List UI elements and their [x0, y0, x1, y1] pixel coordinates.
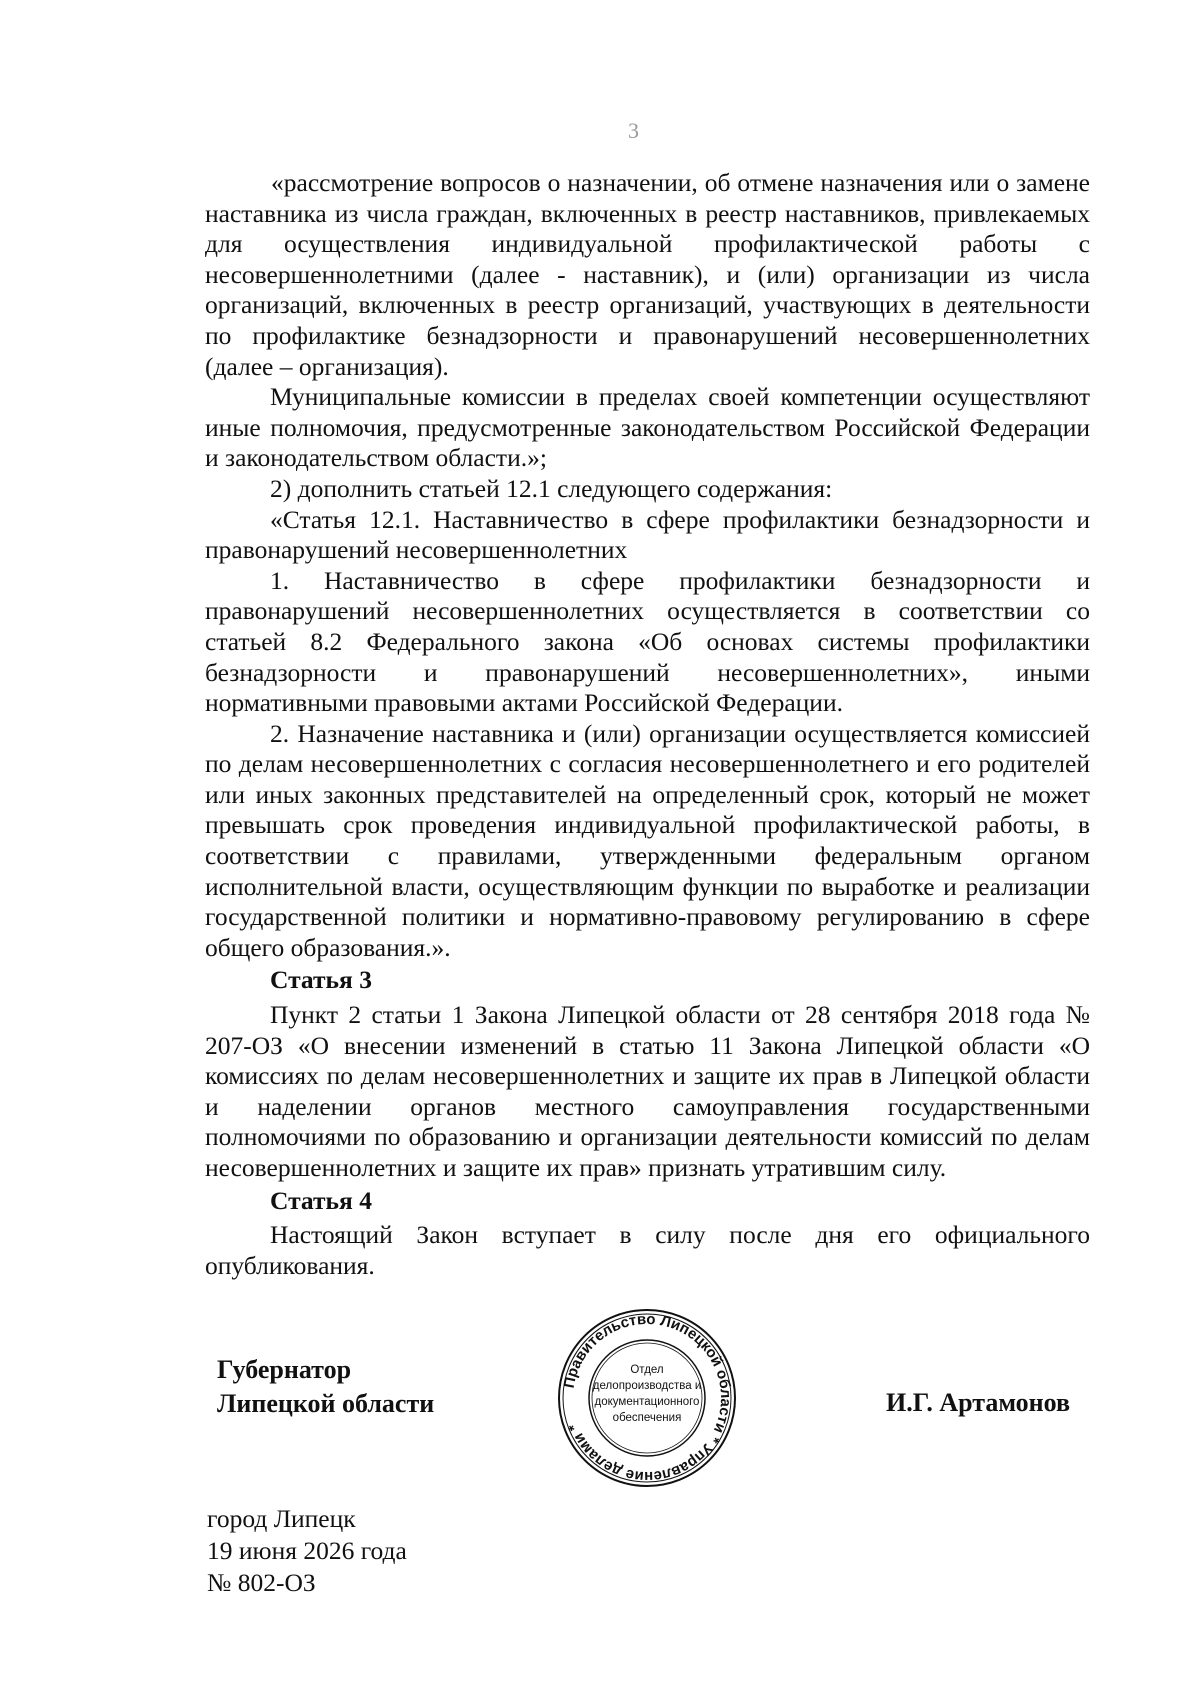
paragraph-mentor-review: «рассмотрение вопросов о назначении, об отмене назначения или о замене наставника из числа граждан, включенных в реестр наставников, привлекаемых для осуществления индивидуальной профилактической работы с несовершеннолетними (далее - наставник), и (или) организации из числа организаций, включенных в реестр организаций, участвующих в деятельности по профилактике безнадзорности и правонарушений несовершеннолетних (далее – организация). — [205, 168, 1090, 381]
paragraph-article-4: Настоящий Закон вступает в силу после дня его официального опубликования. — [205, 1220, 1090, 1280]
paragraph-municipal-commissions: Муниципальные комиссии в пределах своей компетенции осуществляют иные полномочия, предусмотренные законодательством Российской Федерации и законодательством области.»; — [205, 382, 1090, 473]
law-body — [205, 168, 1090, 1281]
stamp-line-1: Отдел — [630, 1364, 664, 1376]
paragraph-article-12-1-title: «Статья 12.1. Наставничество в сфере профилактики безнадзорности и правонарушений несовершеннолетних — [205, 504, 1090, 565]
page-number: 3 — [628, 118, 639, 143]
article-3-heading: Статья 3 — [270, 965, 372, 995]
paragraph-article-12-1-point-2: 2. Назначение наставника и (или) организации осуществляется комиссией по делам несовершеннолетних с согласия несовершеннолетнего и его родителей или иных законных представителей на определенный срок, который не может превышать срок проведения индивидуальной профилактической работы, в соответствии с правилами, утвержденными федеральным органом исполнительной власти, осуществляющим функции по выработке и реализации государственной политики и нормативно-правовому регулированию в сфере общего образования.». — [205, 718, 1090, 962]
article-4-heading: Статья 4 — [270, 1185, 372, 1215]
stamp-line-3: документационного — [594, 1396, 700, 1408]
paragraph-article-12-1-point-1: 1. Наставничество в сфере профилактики безнадзорности и правонарушений несовершеннолетних осуществляется в соответствии со статьей 8.2 Федерального закона «Об основах системы профилактики безнадзорности и правонарушений несовершеннолетних», иными нормативными правовыми актами Российской Федерации. — [205, 565, 1090, 718]
stamp-line-4: обеспечения — [612, 1412, 682, 1424]
paragraph-article-3: Пункт 2 статьи 1 Закона Липецкой области от 28 сентября 2018 года № 207-ОЗ «О внесении изменений в статью 11 Закона Липецкой области «О комиссиях по делам несовершеннолетних и защите их прав в Липецкой области и наделении органов местного самоуправления государственными полномочиями по образованию и организации деятельности комиссий по делам несовершеннолетних и защите их прав» признать утратившим силу. — [205, 1000, 1090, 1182]
paragraph-add-article: 2) дополнить статьей 12.1 следующего содержания: — [270, 473, 833, 503]
stamp-line-2: делопроизводства и — [592, 1380, 702, 1392]
signatory-title — [217, 1353, 434, 1421]
footer-city: город Липецк — [207, 1504, 356, 1533]
signatory-name: И.Г. Артамонов — [886, 1388, 1071, 1417]
official-stamp — [552, 1303, 742, 1493]
stamp-outer-text: Правительство Липецкой области * Управление делами * — [560, 1310, 735, 1486]
signatory-title-line-2: Липецкой области — [217, 1389, 435, 1418]
document-footer — [207, 1503, 407, 1599]
signatory-title-line-1: Губернатор — [217, 1355, 352, 1384]
footer-date: 19 июня 2026 года — [207, 1536, 407, 1565]
footer-number: № 802-ОЗ — [207, 1568, 316, 1597]
